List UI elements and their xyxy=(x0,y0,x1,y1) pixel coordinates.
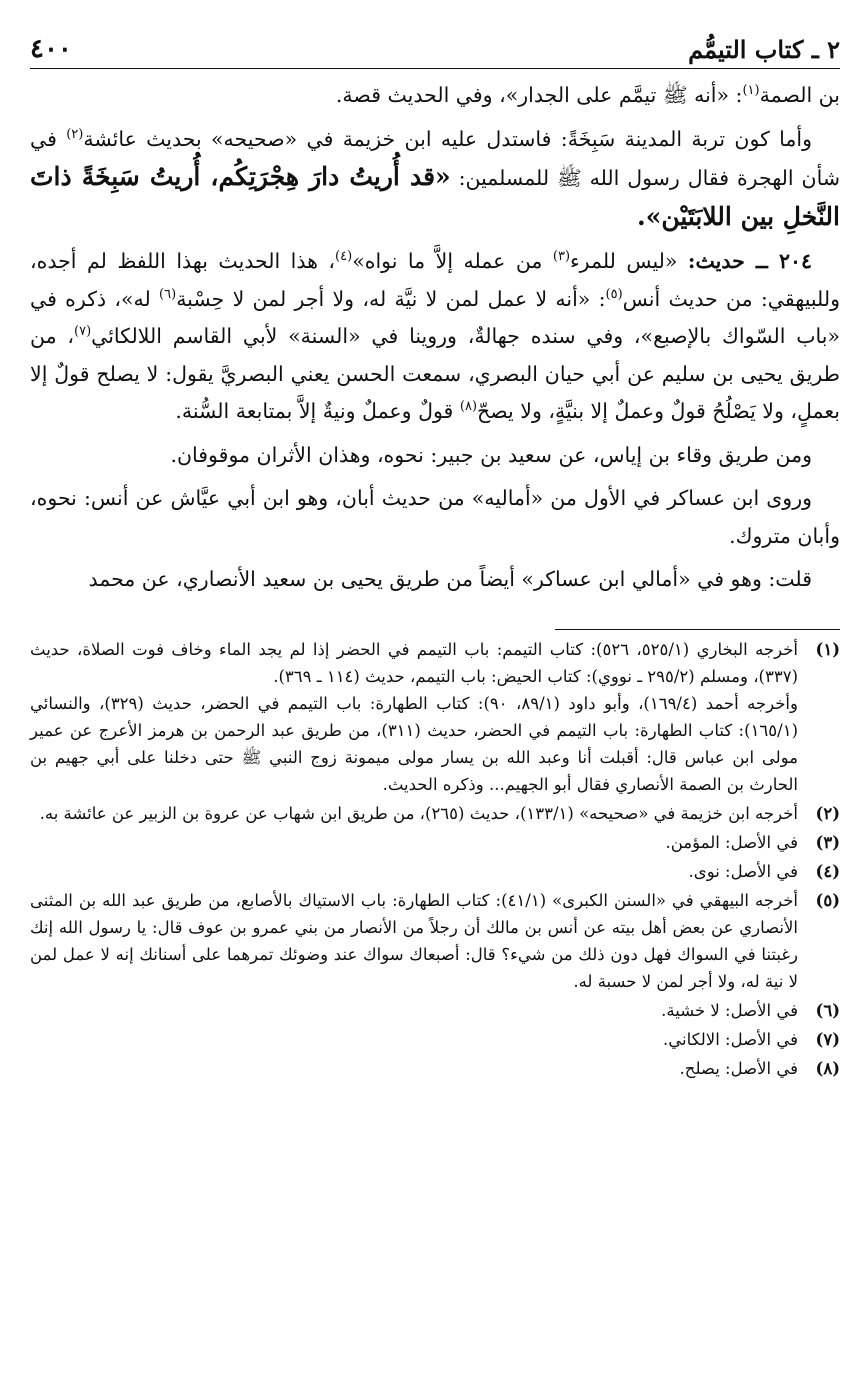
footnote-2: (٢) أخرجه ابن خزيمة في «صحيحه» (١٣٣/١)، حديث (٢٦٥)، من طريق ابن شهاب عن عروة بن الزبير عن عائشة به. xyxy=(39,803,840,823)
paragraph-hadith-204: ٢٠٤ ــ حديث: «ليس للمرء$^{(٣)}$ من عمله إلاَّ ما نواه»$^{(٤)}$، هذا الحديث بهذا اللفظ لم أجده، وللبيهقي: من حديث أنس$^{(٥)}$: «أنه لا عمل لمن لا نيَّة له، ولا أجر لمن لا حِسْبة$^{(٦)}$ له»، ذكره في «باب السّواك بالإصبع»، وفي سنده جهالةٌ، وروينا في «السنة» لأبي القاسم اللالكائي$^{(٧)}$، من طريق يحيى بن سليم عن أبي حيان البصري، سمعت الحسن يعني البصريَّ يقول: لا يصلح قولٌ إلا بعملٍ، ولا يَصْلُحُ قولٌ وعملٌ إلا بنيَّةٍ، ولا يصحّ$^{(٨)}$ قولٌ وعملٌ ونيةٌ إلاَّ بمتابعة السُّنة. xyxy=(30,249,841,423)
paragraph-5: وروى ابن عساكر في الأول من «أماليه» من حديث أبان، وهو ابن أبي عيَّاش عن أنس: نحوه، وأبان متروك. xyxy=(30,486,840,548)
footnote-1: (١) أخرجه البخاري (٥٢٥/١، ٥٢٦): كتاب التيمم: باب التيمم في الحضر إذا لم يجد الماء وخاف فوت الصلاة، حديث (٣٣٧)، ومسلم (٢٩٥/٢ ـ نووي): كتاب الحيض: باب التيمم، حديث (١١٤ ـ ٣٦٩). وأخرجه أحمد (١٦٩/٤)، وأبو داود (٨٩/١، ٩٠): كتاب الطهارة: باب التيمم في الحضر، حديث (٣٢٩)، والنسائي (١٦٥/١): كتاب الطهارة: باب التيمم في الحضر، حديث (٣١١)، من طريق عبد الرحمن بن هرمز الأعرج عن عمير مولى ابن عباس قال: أقبلت أنا وعبد الله بن يسار مولى ميمونة زوج النبي ﷺ حتى دخلنا على أبي جهيم بن الحارث بن الصمة الأنصاري فقال أبو الجهيم... وذكره الحديث. xyxy=(30,639,840,794)
hadith-number: ٢٠٤ ــ حديث: xyxy=(687,249,813,273)
footnote-ref-4: (٤) xyxy=(335,249,353,265)
footnote-ref-7: (٧) xyxy=(74,324,92,340)
footnote-ref-3: (٣) xyxy=(552,249,571,265)
footnote-7: (٧) في الأصل: الالكاني. xyxy=(663,1029,840,1049)
footnotes xyxy=(30,636,840,1082)
footnote-ref-8: (٨) xyxy=(459,399,478,415)
footnote-5: (٥) أخرجه البيهقي في «السنن الكبرى» (٤١/١): كتاب الطهارة: باب الاستياك بالأصابع، من طريق عبد الله بن المثنى الأنصاري عن بعض أهل بيته عن أنس بن مالك أن رجلاً من الأنصار من بني عمرو بن عوف قال: يا رسول الله إنك رغبتنا في السواك فهل دون ذلك من شيء؟ قال: أصبعاك سواك عند وضوئك تمرهما على أسنانك إنه لا عمل لمن لا نية له، ولا أجر لمن لا حسبة له. xyxy=(30,890,840,991)
hadith-quote: «قد أُريتُ دارَ هِجْرَتِكُم، أُريتُ سَبِخَةً ذاتَ النَّخلِ بين اللابَتَيْن». xyxy=(30,162,840,231)
footnote-ref-1: (١) xyxy=(742,83,760,99)
paragraph-4: ومن طريق وقاء بن إياس، عن سعيد بن جبير: نحوه، وهذان الأثران موقوفان. xyxy=(170,442,812,467)
page-number: ٤٠٠ xyxy=(30,34,72,64)
book-page xyxy=(30,26,840,1084)
paragraph-2: وأما كون تربة المدينة سَبِخَةً: فاستدل عليه ابن خزيمة في «صحيحه» بحديث عائشة$^{(٢)}$ في شأن الهجرة فقال رسول الله ﷺ للمسلمين: «قد أُريتُ دارَ هِجْرَتِكُم، أُريتُ سَبِخَةً ذاتَ النَّخلِ بين اللابَتَيْن». xyxy=(30,126,840,231)
paragraph-6: قلت: وهو في «أمالي ابن عساكر» أيضاً من طريق يحيى بن سعيد الأنصاري، عن محمد xyxy=(88,567,812,591)
footnote-3: (٣) في الأصل: المؤمن. xyxy=(665,832,840,852)
footnote-ref-6: (٦) xyxy=(159,286,177,302)
main-text xyxy=(30,77,840,599)
paragraph-1: بن الصمة$^{(١)}$: «أنه ﷺ تيمَّم على الجدار»، وفي الحديث قصة. xyxy=(335,83,840,107)
page-header xyxy=(30,26,840,69)
footnote-4: (٤) في الأصل: نوى. xyxy=(688,861,840,881)
footnote-ref-2: (٢) xyxy=(66,126,84,142)
footnote-divider xyxy=(555,629,840,630)
footnote-8: (٨) في الأصل: يصلح. xyxy=(679,1058,840,1078)
footnote-ref-5: (٥) xyxy=(605,286,623,302)
running-title: ٢ ـ كتاب التيمُّم xyxy=(688,35,840,64)
footnote-6: (٦) في الأصل: لا خشية. xyxy=(661,1000,840,1020)
